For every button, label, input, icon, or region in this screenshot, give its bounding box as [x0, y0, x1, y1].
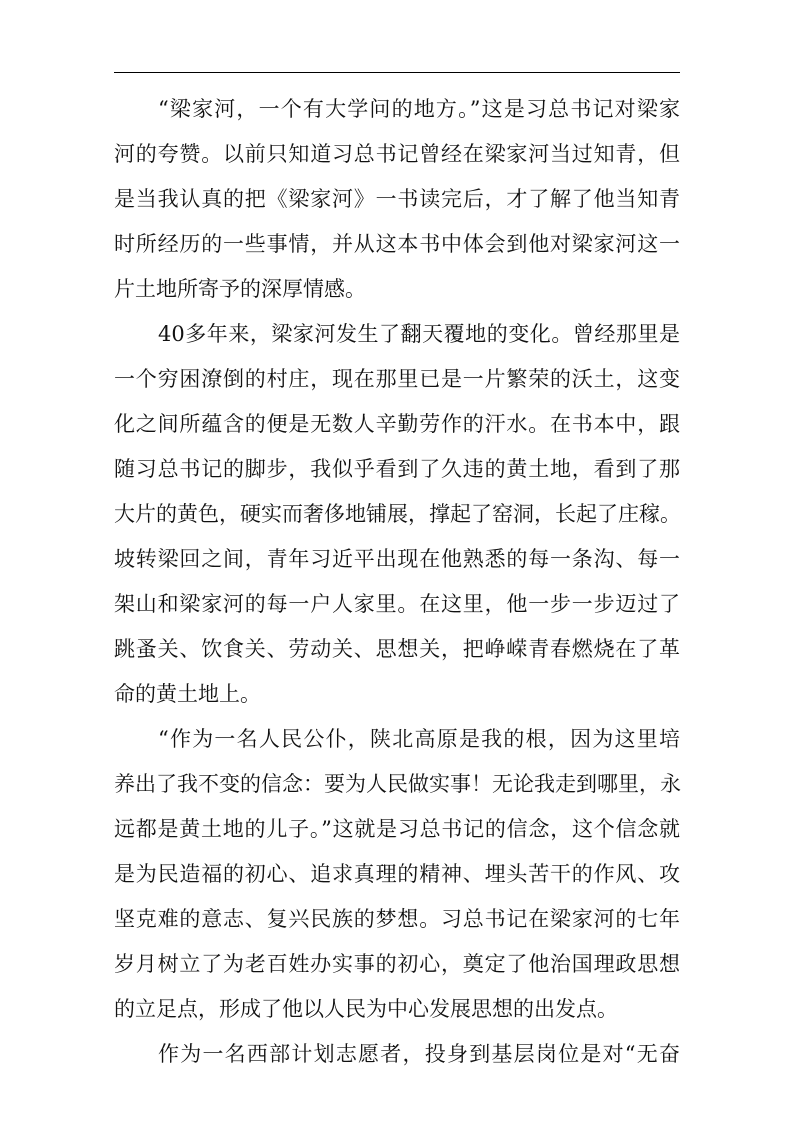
text-line: 是当我认真的把《梁家河》一书读完后，才了解了他当知青 — [114, 187, 680, 211]
text-line: 河的夸赞。以前只知道习总书记曾经在梁家河当过知青，但 — [114, 142, 680, 166]
text-line: 架山和梁家河的每一户人家里。在这里，他一步一步迈过了 — [114, 592, 680, 616]
text-line: 养出了我不变的信念：要为人民做实事！无论我走到哪里，永 — [114, 772, 681, 796]
paragraph-1 — [114, 87, 680, 312]
text-line: 时所经历的一些事情，并从这本书中体会到他对梁家河这一 — [114, 232, 680, 256]
document-body — [114, 87, 680, 1077]
text-line: 命的黄土地上。 — [114, 682, 261, 706]
page-header-rule — [114, 72, 680, 73]
text-line: 化之间所蕴含的便是无数人辛勤劳作的汗水。在书本中，跟 — [114, 412, 680, 436]
text-line: 的立足点，形成了他以人民为中心发展思想的出发点。 — [114, 997, 618, 1021]
paragraph-3 — [114, 717, 680, 1032]
text-line: 作为一名西部计划志愿者，投身到基层岗位是对“无奋 — [158, 1042, 680, 1066]
text-line: 片土地所寄予的深厚情感。 — [114, 277, 366, 301]
text-line: 远都是黄土地的儿子。”这就是习总书记的信念，这个信念就 — [114, 817, 680, 841]
text-line: 一个穷困潦倒的村庄，现在那里已是一片繁荣的沃土，这变 — [114, 367, 680, 391]
text-line: 岁月树立了为老百姓办实事的初心，奠定了他治国理政思想 — [114, 952, 680, 976]
text-line: 大片的黄色，硬实而奢侈地铺展，撑起了窑洞，长起了庄稼。 — [114, 502, 681, 526]
text-line: 40多年来，梁家河发生了翻天覆地的变化。曾经那里是 — [158, 322, 680, 346]
paragraph-2 — [114, 312, 680, 717]
text-line: “梁家河，一个有大学问的地方。”这是习总书记对梁家 — [158, 97, 680, 121]
text-line: 是为民造福的初心、追求真理的精神、埋头苦干的作风、攻 — [114, 862, 680, 886]
text-line: 坚克难的意志、复兴民族的梦想。习总书记在梁家河的七年 — [114, 907, 680, 931]
text-line: 随习总书记的脚步，我似乎看到了久违的黄土地，看到了那 — [114, 457, 680, 481]
paragraph-4 — [114, 1032, 680, 1077]
text-line: “作为一名人民公仆，陕北高原是我的根，因为这里培 — [158, 727, 680, 751]
text-line: 坡转梁回之间，青年习近平出现在他熟悉的每一条沟、每一 — [114, 547, 680, 571]
text-line: 跳蚤关、饮食关、劳动关、思想关，把峥嵘青春燃烧在了革 — [114, 637, 680, 661]
